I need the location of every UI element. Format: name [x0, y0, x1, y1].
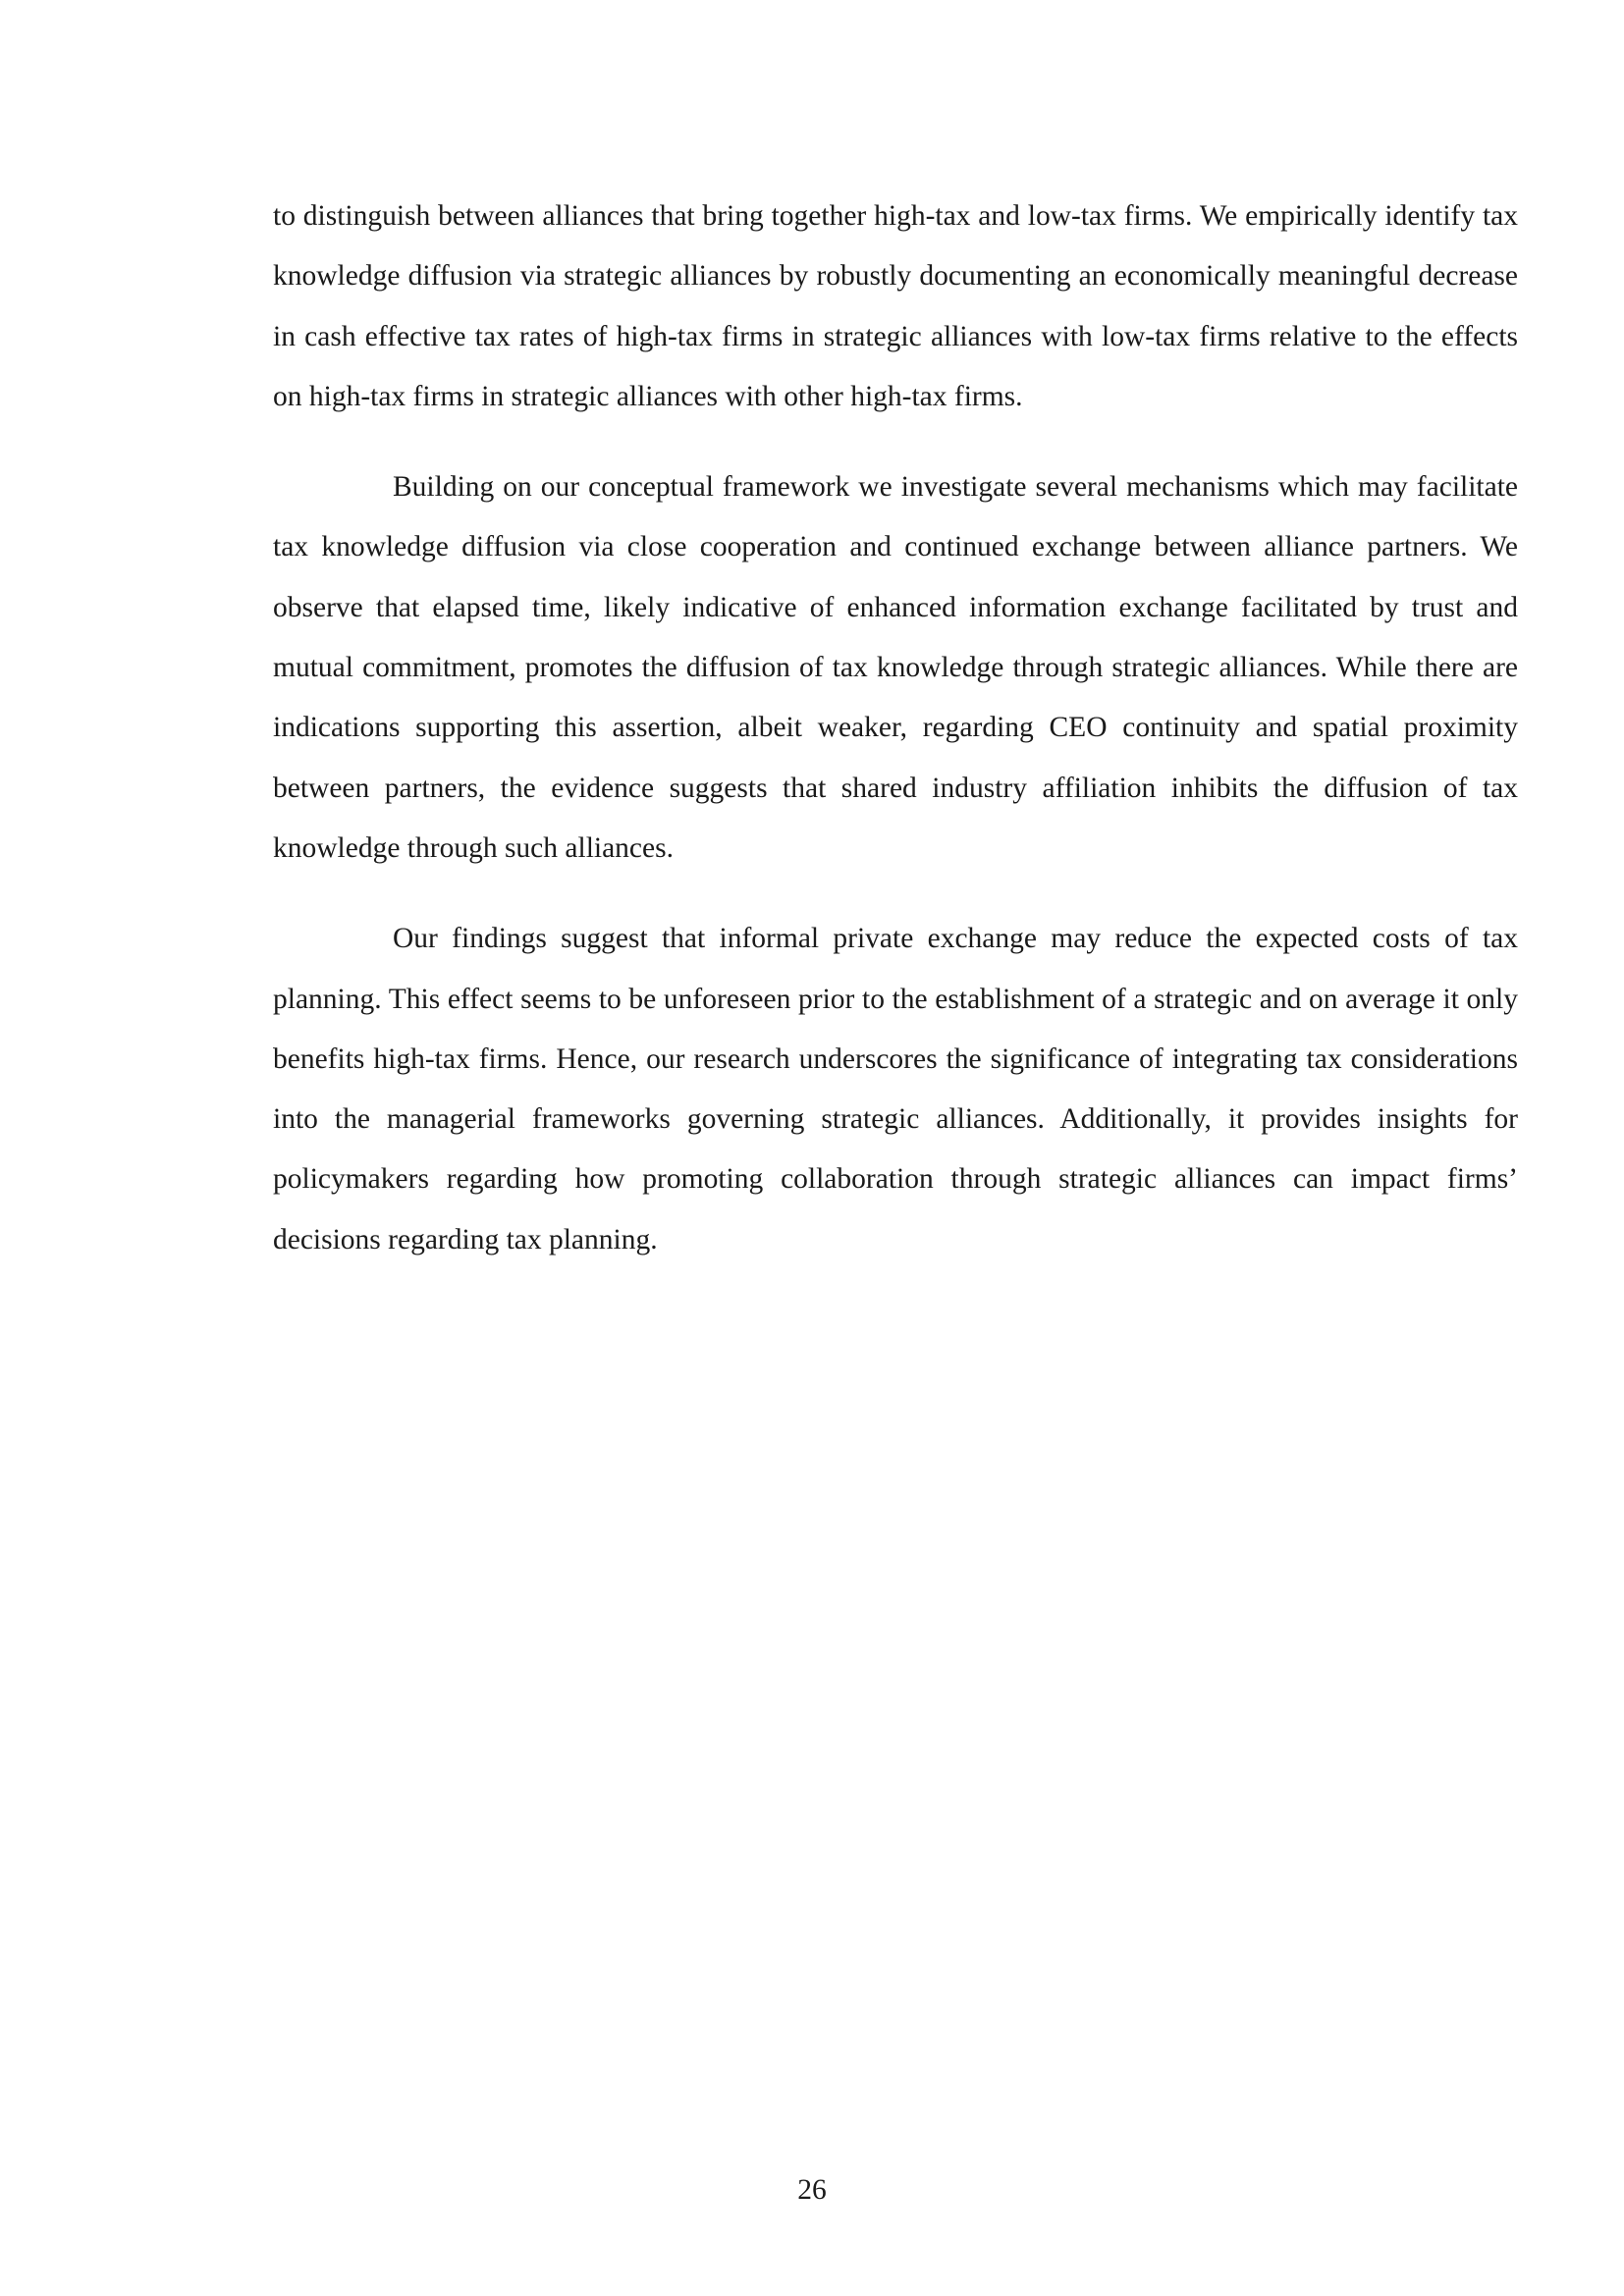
page-body: [273, 187, 1518, 1301]
paragraph-mechanisms: Building on our conceptual framework we investigate several mechanisms which may facilitate tax knowledge diffusion via close cooperation and continued exchange between alliance partners. We observe that elapsed time, likely indicative of enhanced information exchange facilitated by trust and mutual commitment, promotes the diffusion of tax knowledge through strategic alliances. While there are indications supporting this assertion, albeit weaker, regarding CEO continuity and spatial proximity between partners, the evidence suggests that shared industry affiliation inhibits the diffusion of tax knowledge through such alliances.: [273, 471, 1518, 864]
paragraph-findings: Our findings suggest that informal private exchange may reduce the expected costs of tax planning. This effect seems to be unforeseen prior to the establishment of a strategic and on average it only benefits high-tax firms. Hence, our research underscores the significance of integrating tax considerations into the managerial frameworks governing strategic alliances. Additionally, it provides insights for policymakers regarding how promoting collaboration through strategic alliances can impact firms’ decisions regarding tax planning.: [273, 923, 1518, 1255]
page-number: 26: [797, 2174, 827, 2206]
paragraph-continuation: to distinguish between alliances that bring together high-tax and low-tax firms. We empirically identify tax knowledge diffusion via strategic alliances by robustly documenting an economically meaningful decrease in cash effective tax rates of high-tax firms in strategic alliances with low-tax firms relative to the effects on high-tax firms in strategic alliances with other high-tax firms.: [273, 200, 1518, 412]
